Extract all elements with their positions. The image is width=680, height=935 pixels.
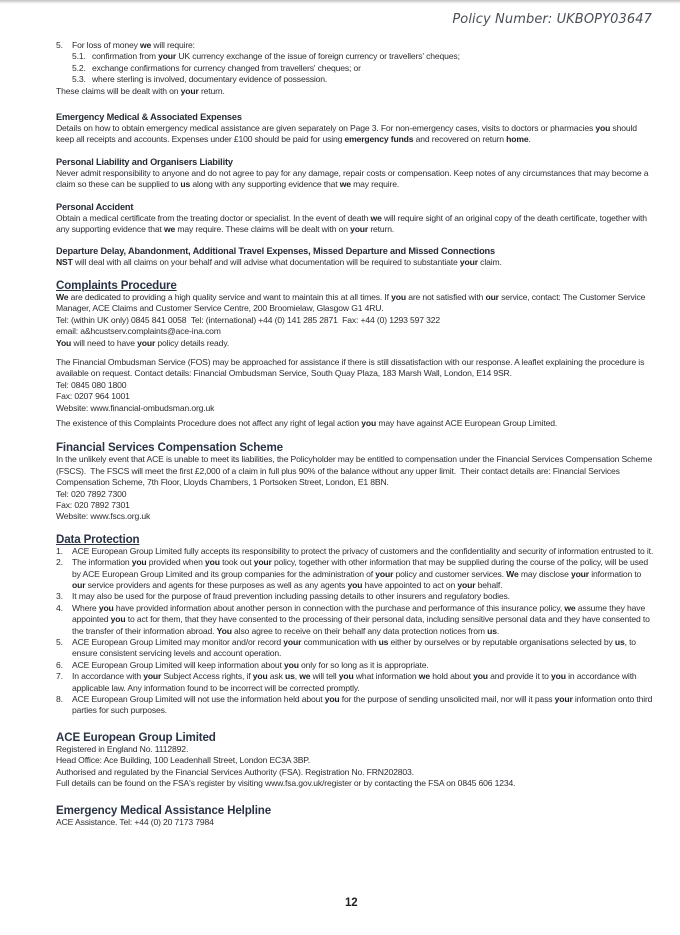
section-heading: Complaints Procedure: [56, 278, 177, 292]
sub-item-number: 5.3.: [72, 74, 86, 85]
fsa-register-line: Full details can be found on the FSA's register by visiting www.fsa.gov.uk/register or by contacting the FSA on 0845 606 1234.: [56, 778, 516, 789]
data-protection-section: [56, 533, 656, 717]
data-protection-item: [56, 671, 656, 694]
text: where sterling is involved, documentary evidence of possession.: [92, 74, 328, 85]
section-body: [56, 257, 656, 268]
data-protection-item: [56, 637, 656, 660]
legal-action-note: [56, 418, 656, 429]
text: return.: [198, 85, 225, 96]
text: may require.: [350, 179, 400, 190]
text: The information: [72, 557, 132, 568]
text: and provide it to: [487, 671, 551, 682]
text: are not satisfied with: [405, 291, 486, 302]
defined-term: you: [361, 417, 377, 428]
complaints-email: email: a&hcustserv.complaints@ace-ina.com: [56, 326, 221, 337]
data-protection-item: [56, 557, 656, 591]
text: , to ensure consistent servicing levels and account operation.: [72, 637, 636, 659]
item-number: 7.: [56, 671, 63, 682]
text: Where: [72, 602, 99, 613]
departure-delay-section: [56, 245, 656, 268]
defined-term: we: [339, 179, 351, 190]
text: return.: [368, 224, 395, 235]
text: may have against ACE European Group Limited.: [376, 417, 558, 428]
text: have appointed to act on: [362, 580, 458, 590]
item-text: [72, 660, 429, 671]
defined-term: you: [324, 694, 340, 705]
text: will need to have: [71, 337, 138, 348]
defined-term: your: [283, 637, 302, 648]
fscs-fax: Fax: 020 7892 7301: [56, 499, 130, 510]
defined-term: we: [299, 671, 311, 682]
data-protection-item: [56, 591, 656, 602]
section-heading: ACE European Group Limited: [56, 730, 216, 744]
text: behalf.: [475, 580, 503, 590]
text: exchange confirmations for currency changed from travellers' cheques; or: [92, 62, 361, 73]
text: It may also be used for the purpose of fraud prevention including passing details to other insurers and regulatory bodies.: [72, 591, 510, 602]
text: claim.: [477, 257, 502, 268]
defined-term: we: [140, 40, 152, 50]
defined-term: We: [506, 568, 519, 579]
text: .: [496, 625, 500, 636]
text: will require sight of an original copy of the death certificate, together with any supporting evidence that: [56, 212, 647, 235]
defined-term: your: [137, 337, 156, 348]
defined-term: us: [180, 179, 191, 190]
text: to act for them, that they have consented to the processing of their personal data, including sensitive personal data and they have consented to the transfer of their information abroad.: [72, 614, 650, 636]
text: ,: [294, 671, 300, 682]
text: policy and customer services.: [393, 568, 507, 579]
text: provided when: [146, 557, 205, 568]
section-heading: Departure Delay, Abandonment, Additional Travel Expenses, Missed Departure and Missed Connections: [56, 246, 495, 257]
defined-term: you: [551, 671, 566, 682]
defined-term: NST: [56, 257, 73, 268]
text: Obtain a medical certificate from the treating doctor or specialist. In the event of death: [56, 212, 371, 223]
item-number: 2.: [56, 557, 63, 568]
text: have provided information about another person in connection with the purchase and performance of this insurance policy,: [113, 602, 565, 613]
defined-term: your: [180, 85, 199, 96]
item-number: 3.: [56, 591, 63, 602]
defined-term: We: [56, 291, 69, 302]
text: confirmation from: [92, 51, 159, 62]
section-heading: Financial Services Compensation Scheme: [56, 441, 283, 455]
defined-term: your: [457, 580, 476, 590]
authorisation-line: Authorised and regulated by the Financial Services Authority (FSA). Registration No. FRN202803.: [56, 766, 414, 777]
data-protection-item: [56, 546, 656, 557]
defined-term: we: [163, 224, 176, 235]
defined-term: you: [110, 614, 126, 625]
text: service providers and agents for these purposes as well as any agents: [85, 580, 348, 590]
complaints-ready-note: [56, 338, 656, 349]
fscs-tel: Tel: 020 7892 7300: [56, 488, 127, 499]
defined-term: we: [418, 671, 430, 682]
text: service, contact: The Customer Service Manager, ACE Claims and Customer Service Centre, 200 Broomielaw, Glasgow G1 4RU.: [56, 291, 646, 314]
loss-of-money-section: [56, 40, 656, 97]
text: may disclose: [518, 568, 571, 579]
data-protection-list: [56, 546, 656, 717]
item-number: 1.: [56, 545, 63, 556]
defined-term: your: [158, 51, 177, 62]
text: in accordance with applicable law. Any information found to be incorrect will be corrected promptly.: [72, 671, 637, 693]
defined-term: us: [487, 625, 497, 636]
sub-list-item: [56, 74, 656, 85]
text: policy details ready.: [155, 337, 230, 348]
defined-term: You: [216, 625, 232, 636]
defined-term: you: [98, 602, 114, 613]
document-page: [56, 40, 656, 838]
text: ACE European Group Limited will keep information about: [72, 659, 284, 670]
text: will tell: [310, 671, 339, 682]
text: information onto third parties for such purposes.: [72, 694, 653, 716]
defined-term: emergency funds: [344, 134, 414, 145]
defined-term: You: [56, 337, 72, 348]
text: are dedicated to providing a high quality service and want to maintain this at all times. If: [68, 291, 392, 302]
text: either by ourselves or by reputable organisations selected by: [388, 637, 615, 648]
defined-term: your: [143, 671, 162, 682]
defined-term: we: [370, 212, 382, 223]
text: communication with: [301, 637, 379, 648]
fos-fax: Fax: 0207 964 1001: [56, 391, 130, 402]
defined-term: you: [131, 557, 147, 568]
defined-term: you: [473, 671, 488, 682]
helpline-phone: ACE Assistance. Tel: +44 (0) 20 7173 7984: [56, 816, 214, 827]
text: will require:: [151, 40, 195, 50]
text: for the purpose of sending unsolicited mail, nor will it pass: [339, 694, 555, 705]
data-protection-item: [56, 660, 656, 671]
section-body: [56, 123, 656, 146]
defined-term: our: [485, 291, 499, 302]
scan-edge: [0, 0, 680, 4]
text: ACE European Group Limited may monitor and/or record: [72, 637, 284, 648]
policy-number: Policy Number: UKBOPY03647: [452, 12, 652, 27]
item-text: [72, 591, 510, 602]
text: Details on how to obtain emergency medical assistance are given separately on Page 3. For non-emergency cases, visits to doctors or pharmacies: [56, 123, 596, 134]
complaints-phone-line: Tel: (within UK only) 0845 841 0058 Tel: (international) +44 (0) 141 285 2871 Fax: +44 (0) 1293 597 322: [56, 314, 440, 325]
fscs-website: Website: www.fscs.org.uk: [56, 511, 151, 522]
complaints-section: [56, 279, 656, 429]
text: policy, together with other information that may be supplied during the course of the policy, will be used by ACE European Group Limited and its group companies for the administration of: [72, 557, 649, 579]
fos-website: Website: www.financial-ombudsman.org.uk: [56, 402, 215, 413]
item-number: 6.: [56, 659, 63, 670]
text: information to: [588, 568, 642, 579]
fscs-section: [56, 441, 656, 522]
text: should keep all receipts and accounts. Expenses under £100 should be paid for using: [56, 123, 637, 145]
head-office-line: Head Office: Ace Building, 100 Leadenhall Street, London EC3A 3BP.: [56, 755, 310, 766]
item-number: 5.: [56, 40, 63, 50]
sub-list-item: [56, 51, 656, 62]
sub-list-item: [56, 63, 656, 74]
text: For loss of money: [72, 40, 140, 50]
text: and recovered on return: [413, 134, 507, 145]
complaints-intro: [56, 292, 656, 315]
text: what information: [353, 671, 419, 682]
section-body: [56, 213, 656, 236]
personal-accident-section: [56, 201, 656, 236]
fscs-paragraph: In the unlikely event that ACE is unable to meet its liabilities, the Policyholder may be entitled to compensation under the Financial Services Compensation Scheme (FSCS). The FSCS will meet the first £2,000 of a claim in full plus 90% of the balance without any upper limit. Their contact details are: Financial Services Compensation Scheme, 7th Floor, Lloyds Chambers, 1 Portsoken Street, London, E1 8BN.: [56, 454, 655, 488]
defined-term: home: [506, 134, 529, 145]
item-text: [72, 546, 653, 557]
section-heading: Emergency Medical & Associated Expenses: [56, 112, 242, 123]
fos-paragraph: The Financial Ombudsman Service (FOS) may be approached for assistance if there is still dissatisfaction with our response. A leaflet explaining the procedure is available on request. Contact details: Financial Ombudsman Service, South Quay Plaza, 183 Marsh Wall, London, E14 9SR.: [56, 356, 645, 379]
text: The existence of this Complaints Procedure does not affect any right of legal action: [56, 417, 362, 428]
list-item: [56, 40, 656, 51]
defined-term: your: [570, 568, 589, 579]
defined-term: you: [204, 557, 220, 568]
text: UK currency exchange of the issue of foreign currency or travellers' cheques;: [176, 51, 460, 62]
text: ask: [267, 671, 285, 682]
defined-term: we: [564, 602, 576, 613]
text: .: [528, 134, 531, 145]
defined-term: your: [350, 224, 369, 235]
item-number: 8.: [56, 694, 63, 705]
text: assume they have appointed: [72, 602, 646, 625]
item-text: [72, 603, 656, 637]
text: may require. These claims will be dealt with on: [175, 224, 351, 235]
defined-term: you: [595, 123, 611, 134]
text: These claims will be dealt with on: [56, 85, 181, 96]
text: ACE European Group Limited will not use the information held about: [72, 694, 325, 705]
text: took out: [219, 557, 254, 568]
defined-term: you: [391, 291, 406, 302]
ace-group-section: [56, 731, 656, 790]
defined-term: us: [284, 671, 295, 682]
item-text: [72, 557, 656, 591]
text: will deal with all claims on your behalf and will advise what documentation will be required to substantiate: [72, 257, 460, 268]
sub-item-number: 5.1.: [72, 51, 86, 62]
defined-term: your: [459, 257, 478, 268]
text: ACE European Group Limited fully accepts its responsibility to protect the privacy of customers and the confidentiality and security of information entrusted to it.: [72, 545, 654, 556]
text: also agree to receive on their behalf any data protection notices from: [231, 625, 488, 636]
section-heading: Personal Accident: [56, 201, 134, 212]
defined-term: us: [378, 637, 389, 648]
defined-term: you: [283, 659, 299, 670]
page-number: 12: [345, 897, 358, 909]
text: only for so long as it is appropriate.: [298, 659, 429, 670]
closing-text: [56, 86, 656, 97]
defined-term: your: [375, 568, 394, 579]
emergency-medical-section: [56, 111, 656, 146]
helpline-section: [56, 804, 656, 828]
item-text: [72, 637, 656, 660]
defined-term: your: [253, 557, 272, 568]
sub-item-number: 5.2.: [72, 62, 86, 73]
defined-term: you: [347, 580, 363, 590]
defined-term: our: [72, 580, 86, 590]
text: hold about: [429, 671, 474, 682]
defined-term: us: [614, 637, 625, 648]
text: Never admit responsibility to anyone and do not agree to pay for any damage, repair costs or compensation. Keep notes of any circumstances that may become a claim so these can be supplied to: [56, 167, 649, 190]
item-text: [72, 694, 656, 717]
text: Subject Access rights, if: [161, 671, 253, 682]
item-number: 4.: [56, 602, 63, 613]
text: In accordance with: [72, 671, 144, 682]
data-protection-item: [56, 603, 656, 637]
section-heading: Emergency Medical Assistance Helpline: [56, 803, 272, 817]
item-text: [72, 671, 656, 694]
data-protection-item: [56, 694, 656, 717]
section-body: [56, 168, 656, 191]
defined-term: your: [554, 694, 573, 705]
defined-term: you: [338, 671, 354, 682]
section-heading: Personal Liability and Organisers Liability: [56, 156, 233, 167]
section-heading: Data Protection: [56, 532, 140, 546]
item-number: 5.: [56, 637, 63, 648]
text: along with any supporting evidence that: [190, 179, 340, 190]
fos-tel: Tel: 0845 080 1800: [56, 379, 127, 390]
personal-liability-section: [56, 156, 656, 191]
registration-line: Registered in England No. 1112892.: [56, 743, 189, 754]
defined-term: you: [252, 671, 268, 682]
